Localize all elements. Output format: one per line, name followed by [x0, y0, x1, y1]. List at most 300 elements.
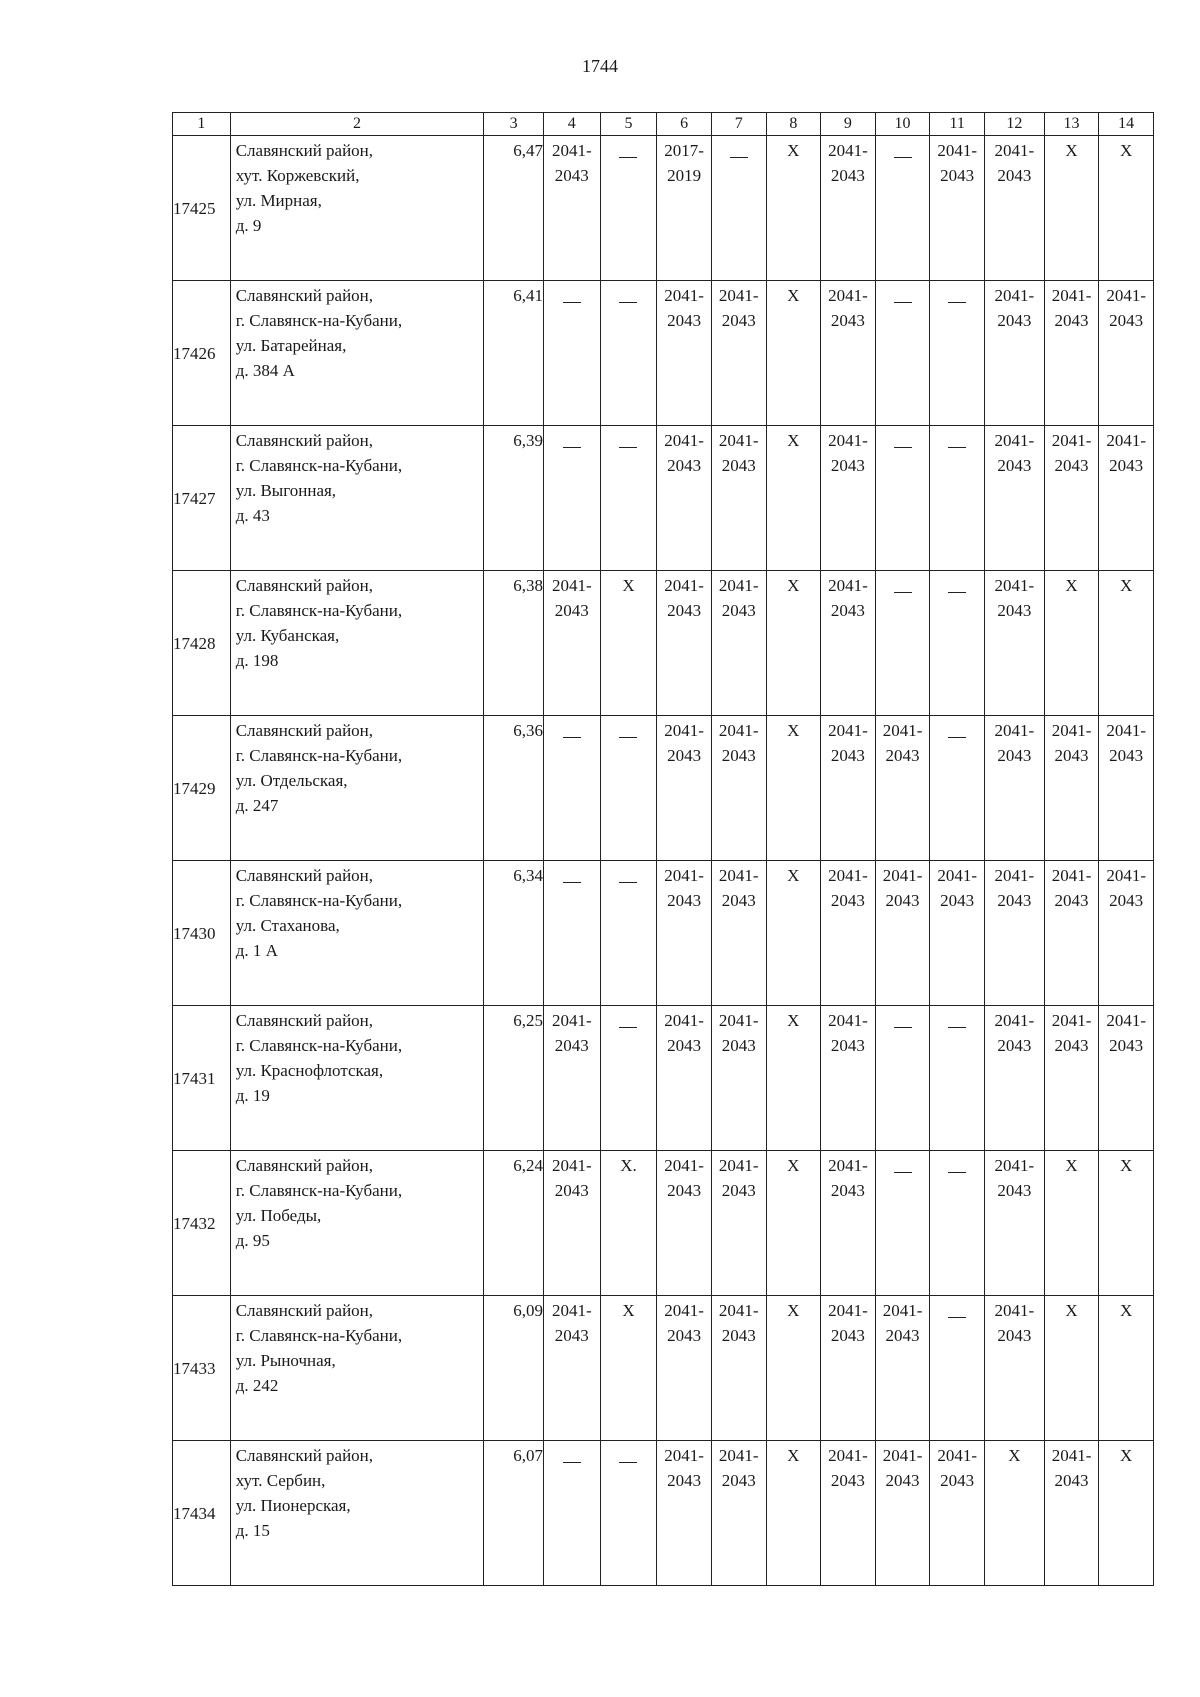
period-cell [543, 1441, 600, 1586]
period-cell [657, 1441, 712, 1586]
address-line: Славянский район, [235, 721, 374, 740]
period-value: 2041- 2043 [937, 1446, 977, 1490]
table-row [173, 716, 1154, 861]
period-value: Х [1065, 1301, 1078, 1320]
column-header: 8 [766, 113, 821, 136]
period-cell [930, 571, 985, 716]
period-cell [543, 716, 600, 861]
period-cell [1099, 571, 1154, 716]
period-value: 2041- 2043 [718, 1446, 759, 1490]
period-cell [984, 1151, 1044, 1296]
period-value: Х [787, 1011, 800, 1030]
period-value: 2041- 2043 [882, 1301, 923, 1345]
period-cell [875, 1006, 930, 1151]
period-cell [600, 281, 657, 426]
period-cell [600, 1006, 657, 1151]
period-value: 2041- 2043 [828, 1156, 868, 1200]
period-value: 2041- 2043 [1051, 1446, 1092, 1490]
address-cell [230, 1441, 483, 1586]
table-row [173, 136, 1154, 281]
period-value: 2041- 2043 [828, 141, 868, 185]
period-cell [1044, 1151, 1099, 1296]
area-value: 6,34 [484, 861, 544, 1006]
period-cell [1044, 571, 1099, 716]
table-row [173, 1441, 1154, 1586]
period-value: 2017- 2019 [664, 141, 704, 185]
period-value: 2041- 2043 [828, 721, 868, 765]
address-line: г. Славянск-на-Кубани, [235, 746, 403, 765]
period-value: 2041- 2043 [994, 1011, 1035, 1055]
period-cell [657, 716, 712, 861]
table-body [173, 136, 1154, 1586]
period-cell [600, 861, 657, 1006]
address-line: Славянский район, [235, 1446, 374, 1465]
dash-mark [894, 447, 912, 448]
period-value: 2041- 2043 [718, 576, 759, 620]
period-cell [766, 716, 821, 861]
period-cell [600, 136, 657, 281]
period-value: 2041- 2043 [828, 431, 868, 475]
period-value: 2041- 2043 [1106, 866, 1146, 910]
period-cell [657, 1006, 712, 1151]
period-value: 2041- 2043 [664, 1156, 704, 1200]
address-cell [230, 1296, 483, 1441]
period-value: Х [1120, 1156, 1133, 1175]
period-cell [543, 861, 600, 1006]
dash-mark [894, 1172, 912, 1173]
period-cell [543, 281, 600, 426]
table-row [173, 426, 1154, 571]
period-cell [766, 861, 821, 1006]
address-line: д. 43 [235, 506, 270, 525]
address-line: д. 1 А [235, 941, 278, 960]
address-line: хут. Коржевский, [235, 166, 360, 185]
period-value: Х [787, 866, 800, 885]
period-cell [1099, 1296, 1154, 1441]
address-line: ул. Стаханова, [235, 916, 340, 935]
column-header: 2 [230, 113, 483, 136]
period-value: 2041- 2043 [1051, 431, 1092, 475]
period-value: 2041- 2043 [718, 286, 759, 330]
dash-mark [619, 157, 637, 158]
address-line: ул. Пионерская, [235, 1496, 351, 1515]
period-value: 2041- 2043 [718, 866, 759, 910]
period-value: 2041- 2043 [828, 866, 868, 910]
period-cell [766, 1296, 821, 1441]
address-line: г. Славянск-на-Кубани, [235, 891, 403, 910]
address-line: хут. Сербин, [235, 1471, 326, 1490]
period-cell [875, 426, 930, 571]
period-value: 2041- 2043 [664, 721, 704, 765]
address-cell [230, 1006, 483, 1151]
address-cell [230, 571, 483, 716]
dash-mark [894, 302, 912, 303]
period-value: 2041- 2043 [937, 866, 977, 910]
period-cell [1044, 426, 1099, 571]
period-cell [1044, 716, 1099, 861]
address-line: д. 9 [235, 216, 262, 235]
period-value: 2041- 2043 [1106, 286, 1146, 330]
area-value: 6,25 [484, 1006, 544, 1151]
period-cell [657, 281, 712, 426]
period-cell [766, 136, 821, 281]
area-value: 6,24 [484, 1151, 544, 1296]
period-value: Х [1065, 1156, 1078, 1175]
period-cell [600, 571, 657, 716]
period-cell [711, 1296, 766, 1441]
period-value: 2041- 2043 [994, 1301, 1035, 1345]
period-cell [875, 281, 930, 426]
period-value: 2041- 2043 [828, 286, 868, 330]
area-value: 6,09 [484, 1296, 544, 1441]
period-cell [1099, 716, 1154, 861]
address-line: г. Славянск-на-Кубани, [235, 1036, 403, 1055]
period-cell [821, 1151, 876, 1296]
column-header: 6 [657, 113, 712, 136]
period-cell [600, 1441, 657, 1586]
period-value: Х [787, 576, 800, 595]
period-cell [711, 136, 766, 281]
period-cell [821, 1006, 876, 1151]
period-value: Х [787, 721, 800, 740]
column-header: 10 [875, 113, 930, 136]
period-cell [711, 861, 766, 1006]
dash-mark [948, 1027, 966, 1028]
period-cell [1044, 136, 1099, 281]
period-cell [766, 281, 821, 426]
record-number: 17430 [173, 861, 231, 1006]
period-cell [875, 861, 930, 1006]
period-cell [930, 861, 985, 1006]
address-line: д. 198 [235, 651, 279, 670]
column-header: 3 [484, 113, 544, 136]
column-header: 11 [930, 113, 985, 136]
period-value: 2041- 2043 [1051, 721, 1092, 765]
period-cell [821, 1296, 876, 1441]
area-value: 6,07 [484, 1441, 544, 1586]
period-cell [984, 571, 1044, 716]
address-line: г. Славянск-на-Кубани, [235, 1181, 403, 1200]
period-cell [1099, 1441, 1154, 1586]
record-number: 17434 [173, 1441, 231, 1586]
period-value: Х [1120, 576, 1133, 595]
period-value: 2041- 2043 [882, 721, 923, 765]
period-value: 2041- 2043 [828, 576, 868, 620]
period-value: 2041- 2043 [718, 721, 759, 765]
address-cell [230, 716, 483, 861]
column-header: 14 [1099, 113, 1154, 136]
address-line: ул. Отдельская, [235, 771, 348, 790]
address-line: д. 384 А [235, 361, 295, 380]
period-cell [821, 716, 876, 861]
address-line: д. 95 [235, 1231, 270, 1250]
period-value: 2041- 2043 [664, 1011, 704, 1055]
dash-mark [894, 1027, 912, 1028]
period-cell [766, 1151, 821, 1296]
period-cell [930, 1296, 985, 1441]
period-cell [1044, 1006, 1099, 1151]
record-number: 17425 [173, 136, 231, 281]
period-cell [543, 1151, 600, 1296]
address-line: ул. Мирная, [235, 191, 322, 210]
address-line: г. Славянск-на-Кубани, [235, 1326, 403, 1345]
period-cell [711, 1441, 766, 1586]
period-value: 2041- 2043 [1106, 1011, 1146, 1055]
period-cell [875, 136, 930, 281]
period-cell [984, 1006, 1044, 1151]
dash-mark [619, 1027, 637, 1028]
period-value: 2041- 2043 [994, 576, 1035, 620]
table-row [173, 1151, 1154, 1296]
period-cell [657, 136, 712, 281]
period-value: Х [787, 1301, 800, 1320]
period-cell [1044, 1441, 1099, 1586]
address-line: г. Славянск-на-Кубани, [235, 456, 403, 475]
address-line: Славянский район, [235, 866, 374, 885]
period-cell [1044, 861, 1099, 1006]
period-value: 2041- 2043 [994, 1156, 1035, 1200]
period-value: Х [1120, 1301, 1133, 1320]
period-cell [821, 426, 876, 571]
address-line: Славянский район, [235, 1156, 374, 1175]
table-row [173, 1296, 1154, 1441]
dash-mark [563, 302, 581, 303]
column-header: 9 [821, 113, 876, 136]
dash-mark [894, 592, 912, 593]
address-cell [230, 426, 483, 571]
period-value: 2041- 2043 [551, 1156, 592, 1200]
address-line: д. 242 [235, 1376, 279, 1395]
dash-mark [563, 737, 581, 738]
period-cell [657, 861, 712, 1006]
period-value: 2041- 2043 [882, 866, 923, 910]
area-value: 6,41 [484, 281, 544, 426]
period-cell [543, 1006, 600, 1151]
period-cell [766, 1006, 821, 1151]
period-value: 2041- 2043 [718, 1301, 759, 1345]
address-cell [230, 861, 483, 1006]
dash-mark [619, 1462, 637, 1463]
period-cell [600, 1151, 657, 1296]
table-row [173, 281, 1154, 426]
period-value: Х [787, 1156, 800, 1175]
column-header: 7 [711, 113, 766, 136]
column-header: 4 [543, 113, 600, 136]
period-cell [543, 1296, 600, 1441]
area-value: 6,47 [484, 136, 544, 281]
period-value: Х [1065, 141, 1078, 160]
period-cell [1099, 426, 1154, 571]
address-line: ул. Батарейная, [235, 336, 347, 355]
period-value: Х [622, 1301, 635, 1320]
period-cell [984, 1296, 1044, 1441]
period-value: 2041- 2043 [1051, 866, 1092, 910]
dash-mark [730, 157, 748, 158]
address-line: Славянский район, [235, 1011, 374, 1030]
area-value: 6,39 [484, 426, 544, 571]
period-cell [543, 136, 600, 281]
period-cell [984, 716, 1044, 861]
period-value: 2041- 2043 [664, 286, 704, 330]
address-line: г. Славянск-на-Кубани, [235, 311, 403, 330]
record-number: 17433 [173, 1296, 231, 1441]
period-value: 2041- 2043 [664, 1301, 704, 1345]
period-cell [984, 426, 1044, 571]
period-cell [711, 1006, 766, 1151]
dash-mark [948, 1317, 966, 1318]
period-value: 2041- 2043 [828, 1301, 868, 1345]
period-value: 2041- 2043 [994, 866, 1035, 910]
period-cell [1099, 861, 1154, 1006]
dash-mark [948, 592, 966, 593]
period-cell [821, 571, 876, 716]
period-value: Х [1120, 1446, 1133, 1465]
period-cell [930, 426, 985, 571]
period-value: 2041- 2043 [994, 286, 1035, 330]
period-value: 2041- 2043 [551, 1011, 592, 1055]
period-value: 2041- 2043 [1106, 431, 1146, 475]
column-header: 12 [984, 113, 1044, 136]
table-row [173, 571, 1154, 716]
period-value: 2041- 2043 [718, 1156, 759, 1200]
dash-mark [948, 302, 966, 303]
period-cell [930, 1151, 985, 1296]
period-value: 2041- 2043 [1051, 286, 1092, 330]
period-value: Х [787, 286, 800, 305]
dash-mark [619, 447, 637, 448]
address-line: д. 247 [235, 796, 279, 815]
period-cell [543, 426, 600, 571]
period-value: 2041- 2043 [718, 431, 759, 475]
period-cell [930, 1006, 985, 1151]
period-value: 2041- 2043 [994, 721, 1035, 765]
period-value: 2041- 2043 [664, 576, 704, 620]
period-value: 2041- 2043 [882, 1446, 923, 1490]
period-cell [875, 571, 930, 716]
period-cell [657, 426, 712, 571]
period-cell [984, 281, 1044, 426]
period-cell [1099, 136, 1154, 281]
address-line: ул. Выгонная, [235, 481, 337, 500]
address-cell [230, 281, 483, 426]
record-number: 17431 [173, 1006, 231, 1151]
period-cell [875, 1441, 930, 1586]
period-cell [930, 281, 985, 426]
address-line: д. 15 [235, 1521, 270, 1540]
period-cell [600, 1296, 657, 1441]
period-value: 2041- 2043 [1106, 721, 1146, 765]
dash-mark [619, 882, 637, 883]
period-cell [600, 426, 657, 571]
period-value: 2041- 2043 [664, 1446, 704, 1490]
period-value: 2041- 2043 [937, 141, 977, 185]
period-cell [930, 136, 985, 281]
period-cell [657, 1151, 712, 1296]
dash-mark [563, 882, 581, 883]
period-cell [1099, 1151, 1154, 1296]
area-value: 6,38 [484, 571, 544, 716]
column-header: 5 [600, 113, 657, 136]
address-cell [230, 1151, 483, 1296]
period-value: 2041- 2043 [551, 1301, 592, 1345]
period-value: 2041- 2043 [551, 141, 592, 185]
period-value: Х [1008, 1446, 1021, 1465]
address-line: Славянский район, [235, 141, 374, 160]
period-cell [711, 571, 766, 716]
period-cell [984, 861, 1044, 1006]
area-value: 6,36 [484, 716, 544, 861]
address-line: Славянский район, [235, 576, 374, 595]
table-row [173, 861, 1154, 1006]
page-number: 1744 [582, 56, 618, 76]
column-header: 13 [1044, 113, 1099, 136]
period-cell [821, 1441, 876, 1586]
period-value: 2041- 2043 [994, 431, 1035, 475]
header-row [173, 113, 1154, 136]
period-value: Х [622, 576, 635, 595]
table-row [173, 1006, 1154, 1151]
record-number: 17432 [173, 1151, 231, 1296]
record-number: 17429 [173, 716, 231, 861]
period-value: 2041- 2043 [718, 1011, 759, 1055]
period-cell [766, 571, 821, 716]
period-cell [821, 281, 876, 426]
address-line: ул. Краснофлотская, [235, 1061, 384, 1080]
period-value: 2041- 2043 [664, 431, 704, 475]
period-cell [1044, 281, 1099, 426]
period-value: 2041- 2043 [828, 1011, 868, 1055]
period-cell [821, 136, 876, 281]
period-value: 2041- 2043 [994, 141, 1035, 185]
period-value: Х. [620, 1156, 637, 1175]
period-cell [711, 1151, 766, 1296]
period-cell [1099, 281, 1154, 426]
period-cell [984, 136, 1044, 281]
record-number: 17427 [173, 426, 231, 571]
dash-mark [894, 157, 912, 158]
dash-mark [563, 447, 581, 448]
dash-mark [619, 302, 637, 303]
period-value: Х [1065, 576, 1078, 595]
dash-mark [948, 1172, 966, 1173]
period-value: Х [787, 141, 800, 160]
period-cell [711, 716, 766, 861]
address-line: ул. Победы, [235, 1206, 322, 1225]
period-cell [875, 716, 930, 861]
record-number: 17428 [173, 571, 231, 716]
period-cell [766, 1441, 821, 1586]
address-line: г. Славянск-на-Кубани, [235, 601, 403, 620]
period-cell [821, 861, 876, 1006]
column-header: 1 [173, 113, 231, 136]
record-number: 17426 [173, 281, 231, 426]
period-cell [1099, 1006, 1154, 1151]
period-cell [1044, 1296, 1099, 1441]
period-cell [543, 571, 600, 716]
period-cell [657, 1296, 712, 1441]
period-cell [600, 716, 657, 861]
dash-mark [948, 737, 966, 738]
register-table [172, 112, 1154, 1586]
period-value: Х [1120, 141, 1133, 160]
period-cell [875, 1151, 930, 1296]
period-cell [711, 281, 766, 426]
period-cell [930, 1441, 985, 1586]
period-cell [711, 426, 766, 571]
address-line: д. 19 [235, 1086, 270, 1105]
period-cell [984, 1441, 1044, 1586]
address-line: ул. Кубанская, [235, 626, 340, 645]
